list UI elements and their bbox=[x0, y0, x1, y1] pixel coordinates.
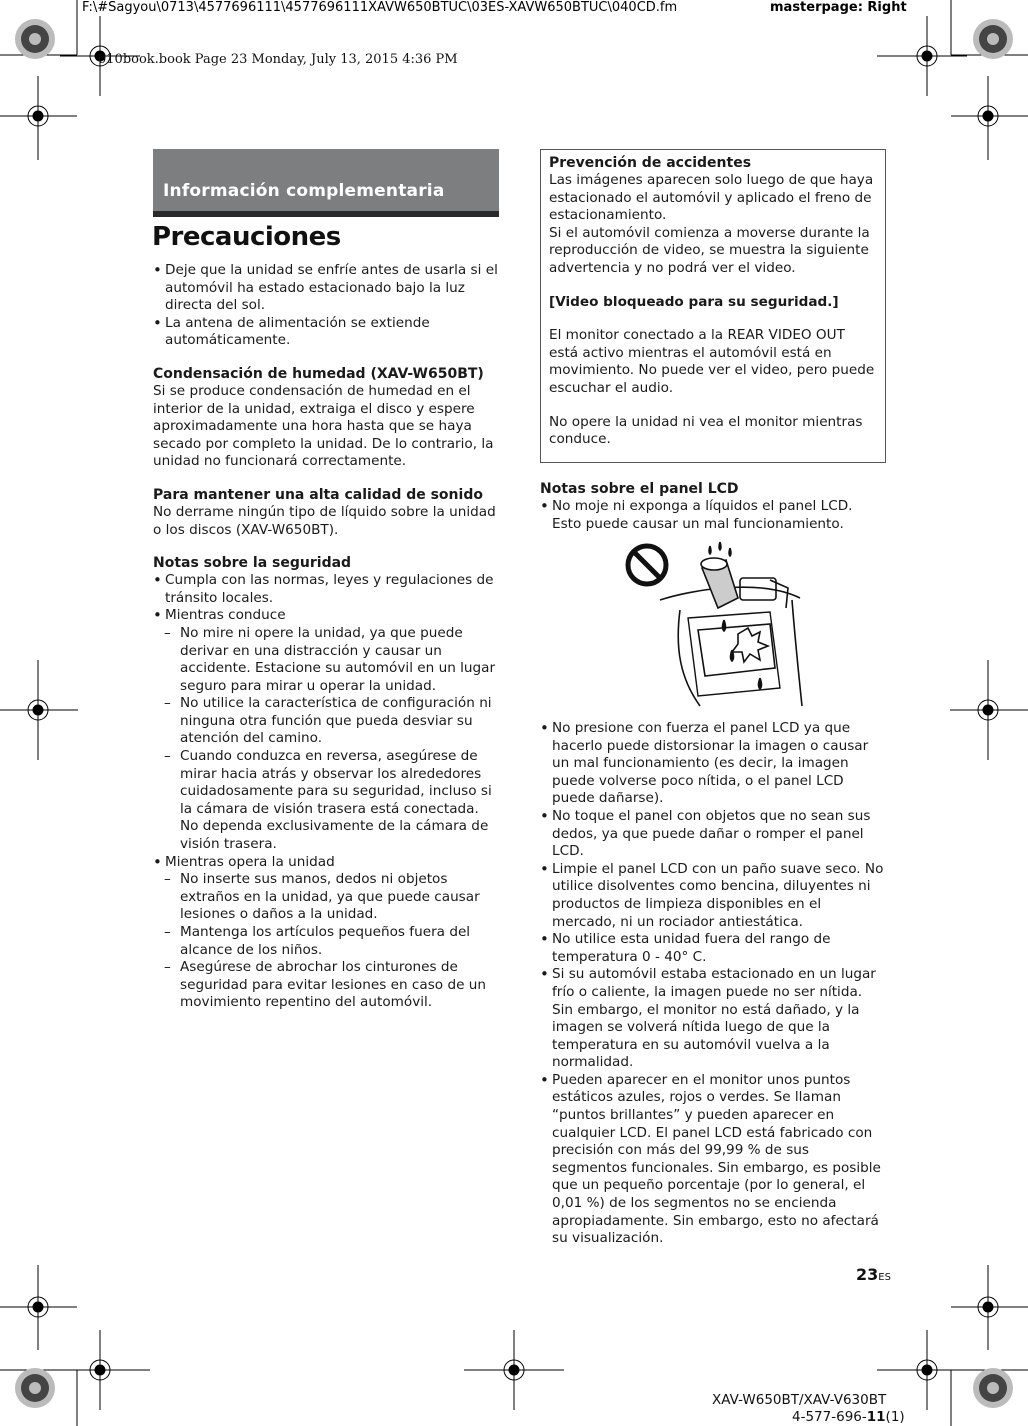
operating-item: – Mantenga los artículos pequeños fuera del alcance de los niños. bbox=[153, 924, 498, 959]
page-number-value: 23 bbox=[856, 1265, 879, 1284]
safety-bullet: • Mientras opera la unidad bbox=[153, 854, 498, 872]
accident-paragraph: El monitor conectado a la REAR VIDEO OUT está activo mientras el automóvil está en movimiento. No puede ver el video, pero puede escuchar el audio. bbox=[549, 327, 875, 396]
video-blocked-warning: [Video bloqueado para su seguridad.] bbox=[549, 293, 839, 310]
no-liquids-illustration bbox=[620, 538, 810, 710]
accident-heading: Prevención de accidentes bbox=[549, 155, 752, 171]
driving-item: – No mire ni opere la unidad, ya que puede derivar en una distracción y causar un accidente. Estacione su automóvil en un lugar seguro para mirar u operar la unidad. bbox=[153, 625, 498, 695]
footer-code-suffix: (1) bbox=[885, 1409, 905, 1425]
left-column bbox=[153, 262, 498, 1012]
sound-quality-text: No derrame ningún tipo de líquido sobre la unidad o los discos (XAV-W650BT). bbox=[153, 503, 496, 538]
accident-paragraph: No opere la unidad ni vea el monitor mientras conduce. bbox=[549, 413, 863, 448]
driving-item: – Cuando conduzca en reversa, asegúrese de mirar hacia atrás y observar los alrededores cuidadosamente para su seguridad, incluso si la cámara de visión trasera está conectada. No dependa exclusivamente de la cámara de visión trasera. bbox=[153, 748, 498, 854]
lcd-bullet: • No presione con fuerza el panel LCD ya que hacerlo puede distorsionar la imagen o causar un mal funcionamiento (es decir, la imagen puede volverse poco nítida, o el panel LCD puede dañarse). bbox=[540, 720, 886, 808]
book-info-line: 010book.book Page 23 Monday, July 13, 2015 4:36 PM bbox=[98, 52, 458, 67]
safety-heading: Notas sobre la seguridad bbox=[153, 555, 352, 572]
header-masterpage: masterpage: Right bbox=[770, 0, 907, 15]
lcd-bullet: • No toque el panel con objetos que no sean sus dedos, ya que puede dañar o romper el panel LCD. bbox=[540, 808, 886, 861]
lcd-bullet: • Si su automóvil estaba estacionado en un lugar frío o caliente, la imagen puede no ser nítida. Sin embargo, el monitor no está dañado, y la imagen se volverá nítida luego de que la temperatura en su automóvil vuelva a la normalidad. bbox=[540, 966, 886, 1072]
lcd-heading: Notas sobre el panel LCD bbox=[540, 481, 739, 497]
page-number bbox=[856, 1265, 891, 1284]
footer-code-prefix: 4-577-696- bbox=[792, 1409, 867, 1425]
condensation-heading: Condensación de humedad (XAV-W650BT) bbox=[153, 365, 484, 382]
safety-bullet: • Mientras conduce bbox=[153, 607, 498, 625]
section-label: Información complementaria bbox=[163, 181, 445, 201]
lcd-bullet: • No utilice esta unidad fuera del rango de temperatura 0 - 40° C. bbox=[540, 931, 886, 966]
intro-bullet: • La antena de alimentación se extiende automáticamente. bbox=[153, 315, 498, 350]
lcd-bullet: • Limpie el panel LCD con un paño suave seco. No utilice disolventes como bencina, diluyentes ni productos de limpieza disponibles en el mercado, ni un rociador antiestática. bbox=[540, 861, 886, 931]
footer-models: XAV-W650BT/XAV-V630BT bbox=[712, 1392, 887, 1408]
accident-paragraph: Si el automóvil comienza a moverse durante la reproducción de video, se muestra la siguiente advertencia y no podrá ver el video. bbox=[549, 224, 870, 276]
lcd-bullet: • Pueden aparecer en el monitor unos puntos estáticos azules, rojos o verdes. Se llaman “puntos brillantes” y pueden aparecer en cualquier LCD. El panel LCD está fabricado con precisión con más del 99,99 % de sus segmentos funcionales. Sin embargo, es posible que un pequeño porcentaje (por lo general, el 0,01 %) de los segmentos no se encienda apropiadamente. Sin embargo, esto no afectará su visualización. bbox=[540, 1072, 886, 1248]
accident-paragraph: Las imágenes aparecen solo luego de que haya estacionado el automóvil y aplicado el freno de estacionamiento. bbox=[549, 172, 874, 224]
lcd-notes-top bbox=[540, 480, 886, 533]
intro-bullet: • Deje que la unidad se enfríe antes de usarla si el automóvil ha estado estacionado bajo la luz directa del sol. bbox=[153, 262, 498, 315]
footer-code bbox=[792, 1409, 905, 1425]
accident-prevention-box bbox=[540, 149, 886, 463]
lcd-notes-list bbox=[540, 720, 886, 1248]
operating-item: – No inserte sus manos, dedos ni objetos extraños en la unidad, ya que puede causar lesiones o daños a la unidad. bbox=[153, 871, 498, 924]
driving-item: – No utilice la característica de configuración ni ninguna otra función que pueda desviar su atención del camino. bbox=[153, 695, 498, 748]
section-bar bbox=[153, 149, 499, 217]
page-title: Precauciones bbox=[152, 222, 341, 252]
condensation-text: Si se produce condensación de humedad en el interior de la unidad, extraiga el disco y espere aproximadamente una hora hasta que se haya secado por completo la unidad. De lo contrario, la unidad no funcionará correctamente. bbox=[153, 382, 494, 470]
footer-code-bold: 11 bbox=[866, 1409, 886, 1425]
page-number-suffix: ES bbox=[878, 1272, 891, 1283]
safety-bullet: • Cumpla con las normas, leyes y regulaciones de tránsito locales. bbox=[153, 572, 498, 607]
header-file-path: F:\#Sagyou\0713\4577696111\4577696111XAVW650BTUC\03ES-XAVW650BTUC\040CD.fm bbox=[82, 0, 678, 15]
operating-item: – Asegúrese de abrochar los cinturones de seguridad para evitar lesiones en caso de un movimiento repentino del automóvil. bbox=[153, 959, 498, 1012]
sound-quality-heading: Para mantener una alta calidad de sonido bbox=[153, 486, 483, 503]
lcd-bullet: • No moje ni exponga a líquidos el panel LCD. Esto puede causar un mal funcionamiento. bbox=[540, 498, 886, 533]
